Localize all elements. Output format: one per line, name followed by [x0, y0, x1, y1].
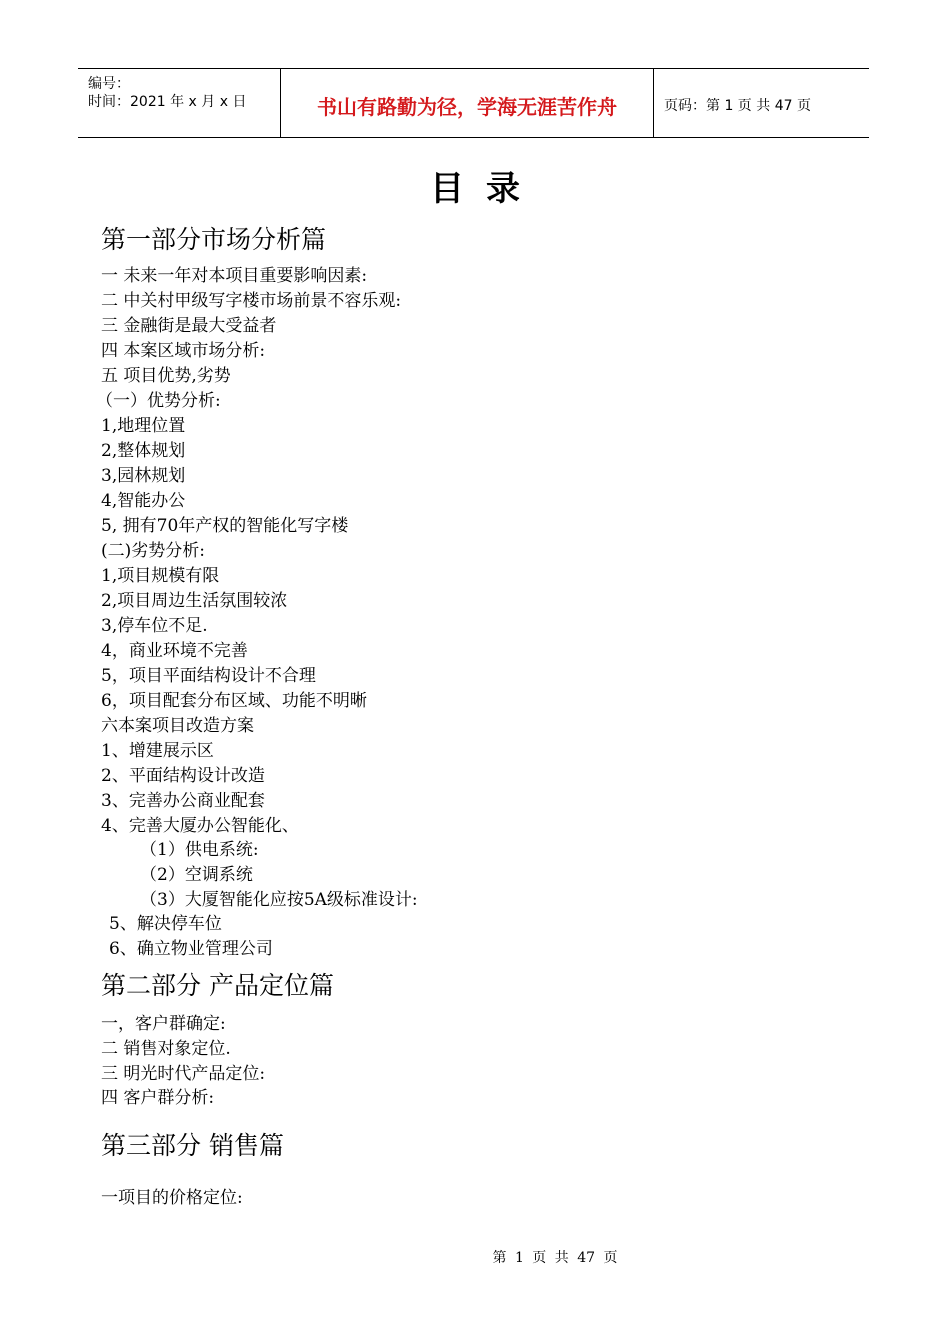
- header-left-cell: [78, 69, 281, 137]
- section-heading: 第二部分 产品定位篇: [101, 971, 334, 1000]
- section-heading: 第一部分市场分析篇: [101, 225, 327, 254]
- header-center-cell: [281, 69, 654, 137]
- page-title: 目录: [430, 169, 542, 209]
- motto: 书山有路勤为径，学海无涯苦作舟: [317, 95, 617, 119]
- toc-line: 6，项目配套分布区域、功能不明晰: [101, 691, 367, 711]
- toc-line: 一 未来一年对本项目重要影响因素:: [101, 266, 368, 286]
- toc-line: 5，项目平面结构设计不合理: [101, 666, 316, 686]
- toc-line: 3,停车位不足.: [101, 616, 208, 636]
- section-heading: 第三部分 销售篇: [101, 1131, 284, 1160]
- toc-line: 一，客户群确定:: [101, 1014, 226, 1034]
- toc-line: 4,智能办公: [101, 491, 186, 511]
- toc-line: 1,地理位置: [101, 416, 186, 436]
- toc-line: 2、平面结构设计改造: [101, 766, 265, 786]
- time-label: 时间：2021 年 x 月 x 日: [88, 94, 247, 110]
- toc-line: （1）供电系统:: [140, 840, 259, 860]
- page-label: 页码：第 1 页 共 47 页: [664, 98, 811, 114]
- toc-line: 二 中关村甲级写字楼市场前景不容乐观:: [101, 291, 402, 311]
- toc-line: 四 本案区域市场分析:: [101, 341, 266, 361]
- toc-line: （一）优势分析:: [96, 391, 221, 411]
- toc-line: 四 客户群分析:: [101, 1088, 215, 1108]
- toc-line: 5、解决停车位: [109, 914, 222, 934]
- toc-line: 三 明光时代产品定位:: [101, 1064, 266, 1084]
- toc-line: 4、完善大厦办公智能化、: [101, 816, 299, 836]
- toc-line: 3,园林规划: [101, 466, 186, 486]
- toc-line: 2,项目周边生活氛围较浓: [101, 591, 288, 611]
- toc-line: 1、增建展示区: [101, 741, 214, 761]
- toc-line: 2,整体规划: [101, 441, 186, 461]
- toc-line: 4，商业环境不完善: [101, 641, 248, 661]
- toc-line: 六本案项目改造方案: [101, 716, 254, 736]
- toc-line: 6、确立物业管理公司: [109, 939, 273, 959]
- number-label: 编号：: [88, 76, 130, 92]
- toc-line: （2）空调系统: [140, 865, 253, 885]
- page-footer: 第 1 页 共 47 页: [492, 1250, 618, 1266]
- toc-line: 一项目的价格定位:: [101, 1188, 243, 1208]
- header-table: [78, 68, 869, 138]
- toc-line: (二)劣势分析:: [101, 541, 205, 561]
- toc-line: 5, 拥有70年产权的智能化写字楼: [101, 516, 349, 536]
- toc-line: 1,项目规模有限: [101, 566, 220, 586]
- toc-line: 五 项目优势,劣势: [101, 366, 231, 386]
- header-right-cell: [654, 69, 869, 137]
- toc-line: 二 销售对象定位.: [101, 1039, 231, 1059]
- toc-line: 3、完善办公商业配套: [101, 791, 265, 811]
- toc-line: （3）大厦智能化应按5A级标准设计:: [140, 890, 418, 910]
- toc-line: 三 金融街是最大受益者: [101, 316, 277, 336]
